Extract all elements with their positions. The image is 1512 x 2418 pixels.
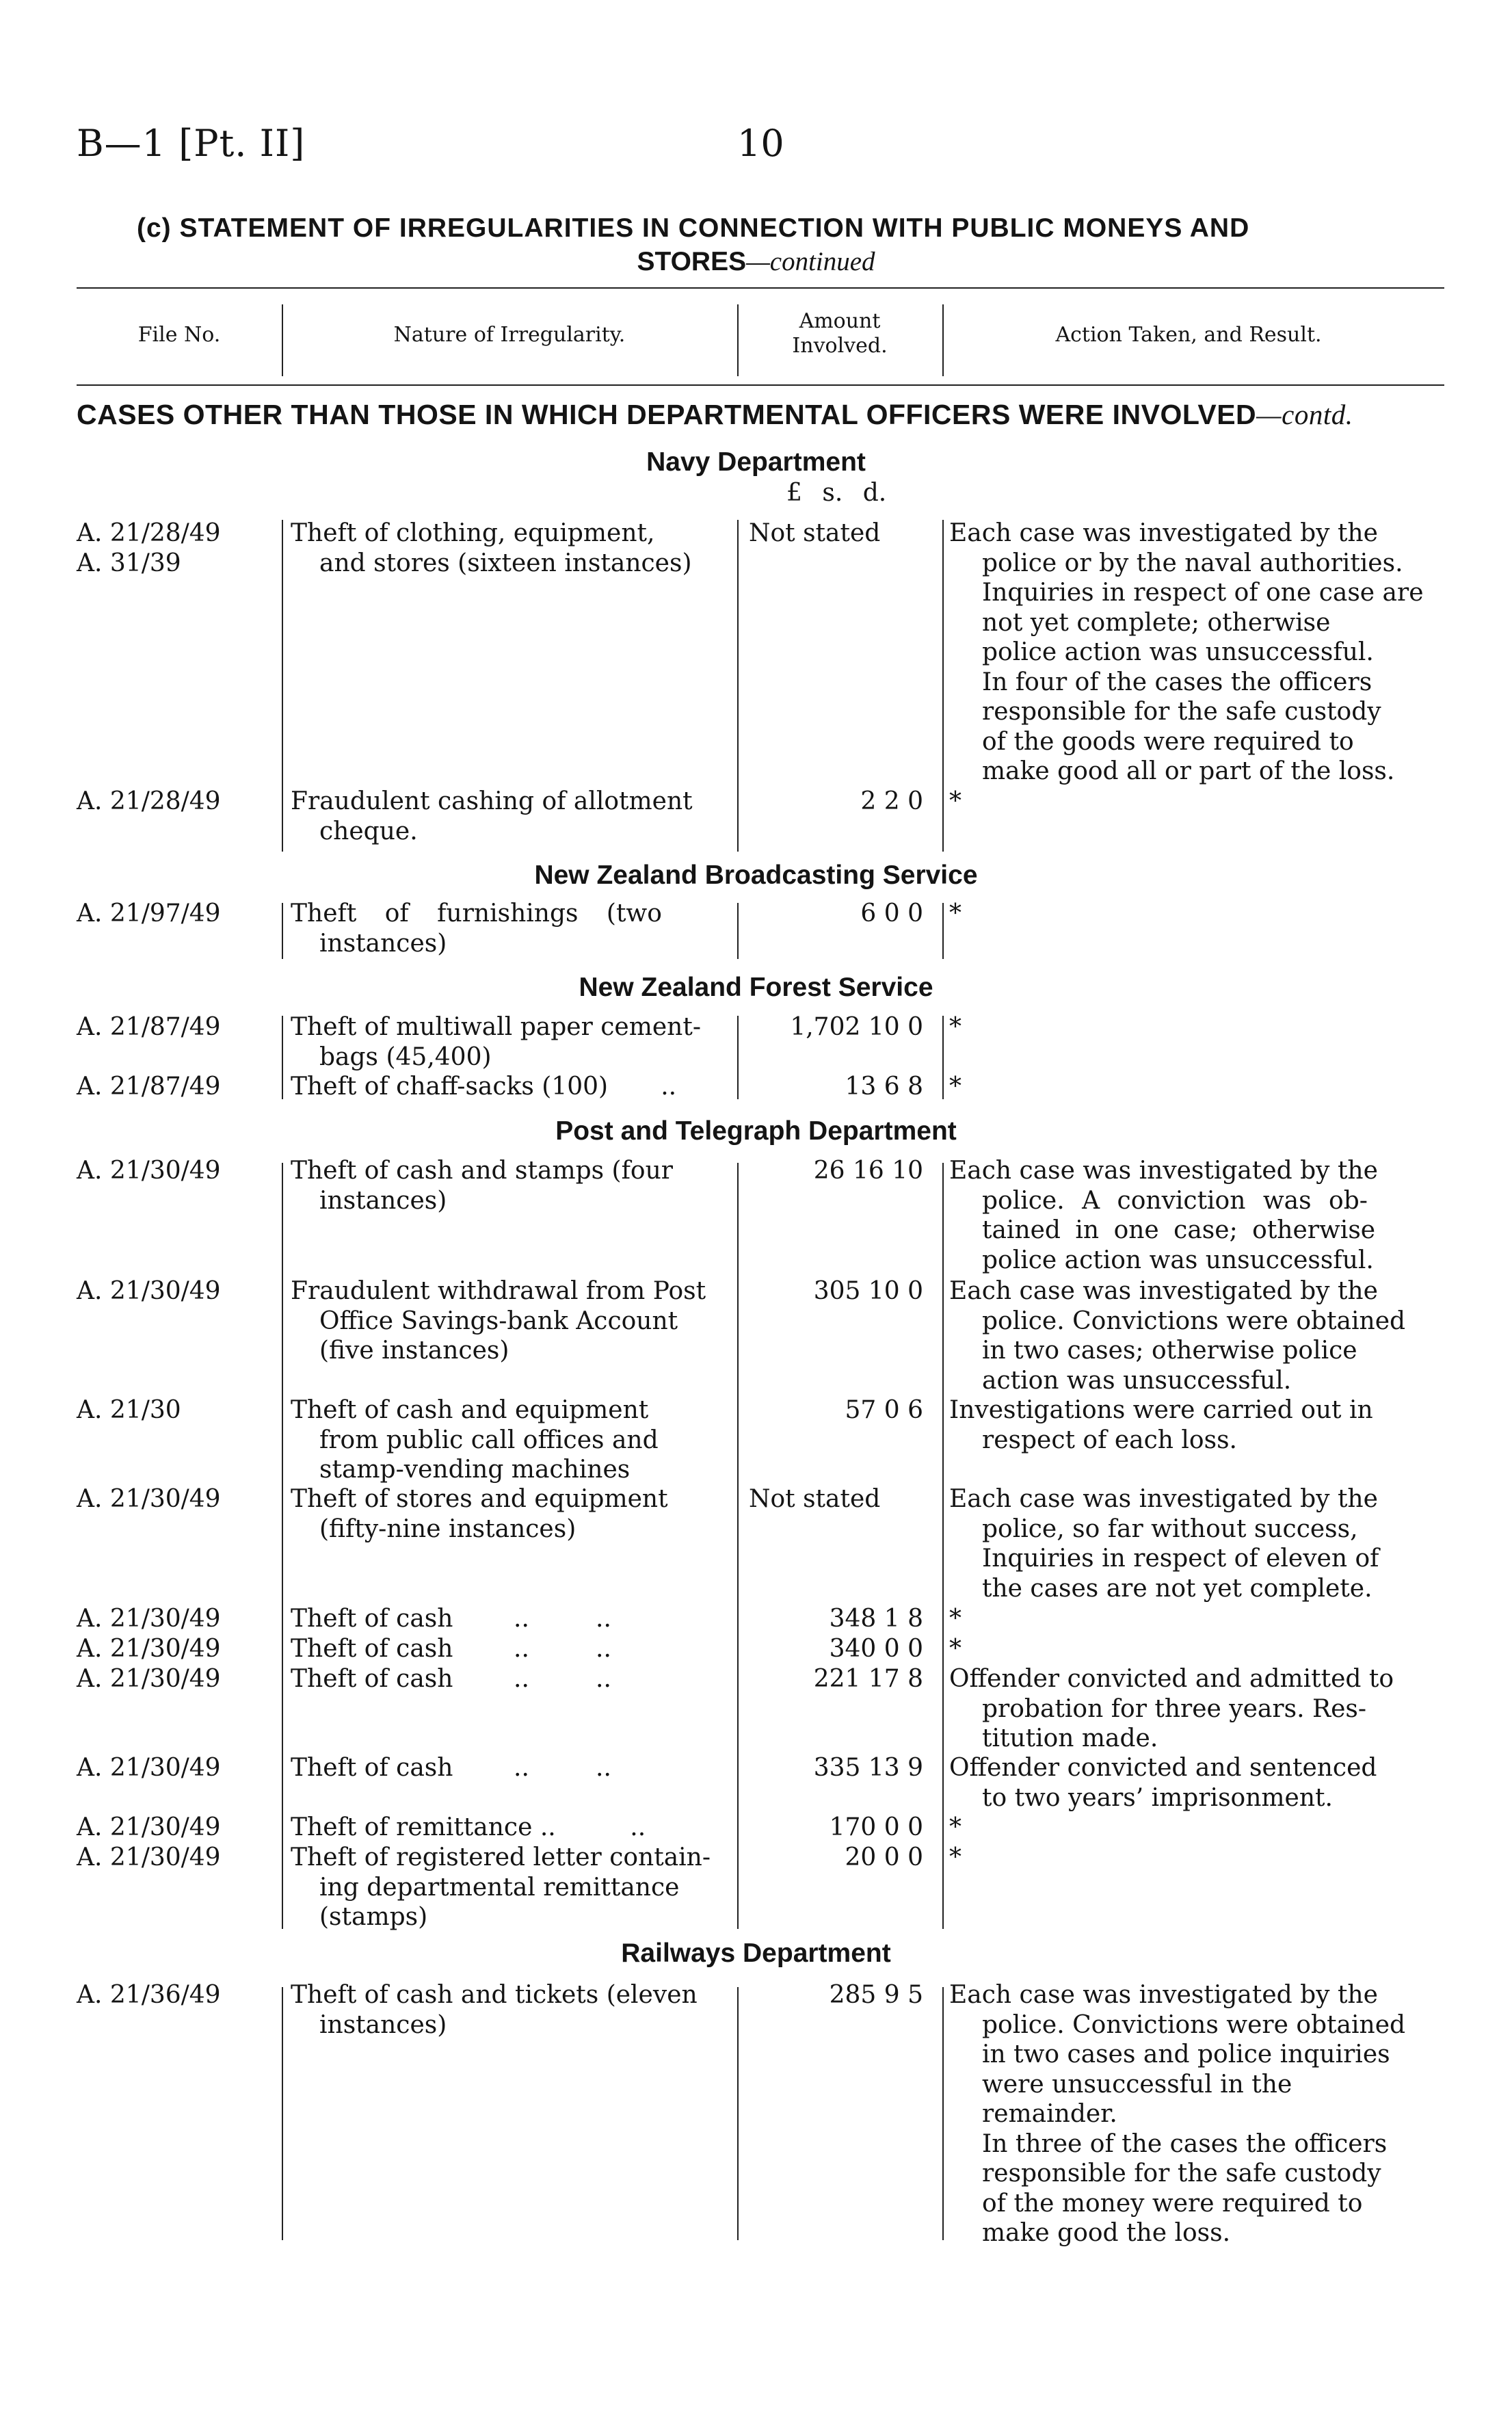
file-number: A. 21/30/49 — [77, 1635, 221, 1663]
column-divider — [282, 1016, 283, 1099]
action-taken: Each case was investigated by the police. Convictions were obtained in two cases and police inquiries were unsuccessful in the remainder. In three of the cases the officers responsible for the safe custody of the money were required to make good the loss. — [949, 1981, 1406, 2247]
file-number: A. 21/30/49 — [77, 1605, 221, 1633]
amount-involved: 6 0 0 — [860, 899, 923, 928]
amount-involved: 285 9 5 — [829, 1981, 923, 2009]
column-header-file-no: File No. — [137, 323, 221, 347]
column-divider — [942, 903, 944, 959]
irregularity-description: Theft of cash .. .. — [291, 1754, 611, 1782]
irregularity-description: Theft of cash .. .. — [291, 1665, 611, 1693]
action-taken: Each case was investigated by the police, so far without success, Inquiries in respect of eleven of the cases are not yet complete. — [949, 1485, 1379, 1603]
amount-involved: 305 10 0 — [813, 1277, 923, 1305]
file-number: A. 21/87/49 — [77, 1073, 221, 1101]
column-divider — [942, 1016, 944, 1099]
column-divider — [942, 1987, 944, 2240]
column-divider — [282, 520, 283, 852]
action-taken: * — [949, 1635, 961, 1663]
section-heading-broadcasting: New Zealand Broadcasting Service — [534, 860, 978, 890]
statement-title-line1: (c) STATEMENT OF IRREGULARITIES IN CONNECTION WITH PUBLIC MONEYS AND — [137, 213, 1250, 243]
irregularity-description: Theft of stores and equipment (fifty-nine instances) — [291, 1485, 668, 1543]
amount-involved: Not stated — [749, 1485, 881, 1513]
file-number: A. 21/30/49 — [77, 1157, 221, 1185]
amount-involved: 335 13 9 — [813, 1754, 923, 1782]
irregularity-description: Fraudulent cashing of allotment cheque. — [291, 787, 693, 845]
irregularity-description: Theft of cash .. .. — [291, 1635, 611, 1663]
column-header-amount: Amount Involved. — [792, 309, 888, 358]
section-heading-railways: Railways Department — [621, 1939, 891, 1968]
irregularity-description: Theft of cash and stamps (four instances) — [291, 1157, 673, 1215]
action-taken: Each case was investigated by the police. A conviction was ob- tained in one case; otherwise police action was unsuccessful. — [949, 1157, 1378, 1274]
page-number: 10 — [737, 122, 784, 165]
header-top-rule — [77, 287, 1444, 289]
file-number: A. 21/36/49 — [77, 1981, 221, 2009]
amount-involved: 1,702 10 0 — [790, 1013, 923, 1041]
amount-involved: 13 6 8 — [845, 1073, 923, 1101]
irregularity-description: Theft of cash and equipment from public call offices and stamp-vending machines — [291, 1396, 659, 1484]
currency-units-header: £ s. d. — [786, 479, 887, 507]
amount-involved: 20 0 0 — [845, 1843, 923, 1871]
column-header-nature: Nature of Irregularity. — [393, 323, 626, 347]
irregularity-description: Theft of registered letter contain- ing departmental remittance (stamps) — [291, 1843, 711, 1931]
file-number: A. 21/30/49 — [77, 1843, 221, 1871]
file-number: A. 21/97/49 — [77, 899, 221, 928]
amount-involved: 348 1 8 — [829, 1605, 923, 1633]
amount-involved: 340 0 0 — [829, 1635, 923, 1663]
document-series: B—1 [Pt. II] — [77, 122, 306, 165]
action-taken: Offender convicted and sentenced to two years’ imprisonment. — [949, 1754, 1377, 1812]
action-taken: * — [949, 1605, 961, 1633]
file-number: A. 21/30/49 — [77, 1485, 221, 1513]
section-heading-navy: Navy Department — [646, 447, 866, 477]
irregularity-description: Theft of furnishings (two instances) — [291, 899, 662, 958]
file-number: A. 21/28/49 — [77, 787, 221, 815]
irregularity-description: Theft of clothing, equipment, and stores (sixteen instances) — [291, 519, 692, 577]
action-taken: * — [949, 787, 961, 815]
file-number: A. 21/30/49 — [77, 1754, 221, 1782]
file-number: A. 21/30/49 — [77, 1813, 221, 1841]
irregularity-description: Theft of multiwall paper cement- bags (45,400) — [291, 1013, 701, 1071]
irregularity-description: Theft of chaff-sacks (100) .. — [291, 1073, 677, 1101]
column-divider — [282, 1987, 283, 2240]
column-divider — [942, 520, 944, 852]
file-number: A. 21/30 — [77, 1396, 181, 1424]
file-number: A. 21/87/49 — [77, 1013, 221, 1041]
column-divider — [282, 903, 283, 959]
action-taken: * — [949, 1813, 961, 1841]
irregularity-description: Theft of cash .. .. — [291, 1605, 611, 1633]
section-heading-post: Post and Telegraph Department — [555, 1116, 957, 1146]
action-taken: * — [949, 1013, 961, 1041]
file-number: A. 21/30/49 — [77, 1277, 221, 1305]
case-category-heading: CASES OTHER THAN THOSE IN WHICH DEPARTMENTAL OFFICERS WERE INVOLVED—contd. — [77, 399, 1353, 430]
action-taken: Offender convicted and admitted to probation for three years. Res- titution made. — [949, 1665, 1394, 1752]
column-divider — [942, 1163, 944, 1929]
column-divider — [737, 1987, 739, 2240]
irregularity-description: Theft of cash and tickets (eleven instances) — [291, 1981, 698, 2039]
column-divider — [282, 1163, 283, 1929]
action-taken: * — [949, 1843, 961, 1871]
amount-involved: Not stated — [749, 519, 881, 547]
action-taken: Each case was investigated by the police or by the naval authorities. Inquiries in respect of one case are not yet complete; otherwise police action was unsuccessful. In four of the cases the officers responsible for the safe custody of the goods were required to make good all or part of the loss. — [949, 519, 1424, 785]
action-taken: Investigations were carried out in respect of each loss. — [949, 1396, 1373, 1454]
amount-involved: 57 0 6 — [845, 1396, 923, 1424]
action-taken: * — [949, 899, 961, 928]
statement-title-line2: STORES—continued — [637, 247, 875, 276]
section-heading-forest: New Zealand Forest Service — [579, 973, 933, 1002]
action-taken: * — [949, 1073, 961, 1101]
header-bottom-rule — [77, 384, 1444, 386]
irregularity-description: Fraudulent withdrawal from Post Office Savings-bank Account (five instances) — [291, 1277, 706, 1365]
action-taken: Each case was investigated by the police. Convictions were obtained in two cases; otherwise police action was unsuccessful. — [949, 1277, 1406, 1395]
column-divider — [282, 304, 283, 376]
amount-involved: 2 2 0 — [860, 787, 923, 815]
column-header-action: Action Taken, and Result. — [1055, 323, 1322, 347]
irregularity-description: Theft of remittance .. .. — [291, 1813, 646, 1841]
amount-involved: 170 0 0 — [829, 1813, 923, 1841]
file-number: A. 21/28/49 A. 31/39 — [77, 519, 221, 577]
amount-involved: 221 17 8 — [813, 1665, 923, 1693]
amount-involved: 26 16 10 — [813, 1157, 923, 1185]
file-number: A. 21/30/49 — [77, 1665, 221, 1693]
